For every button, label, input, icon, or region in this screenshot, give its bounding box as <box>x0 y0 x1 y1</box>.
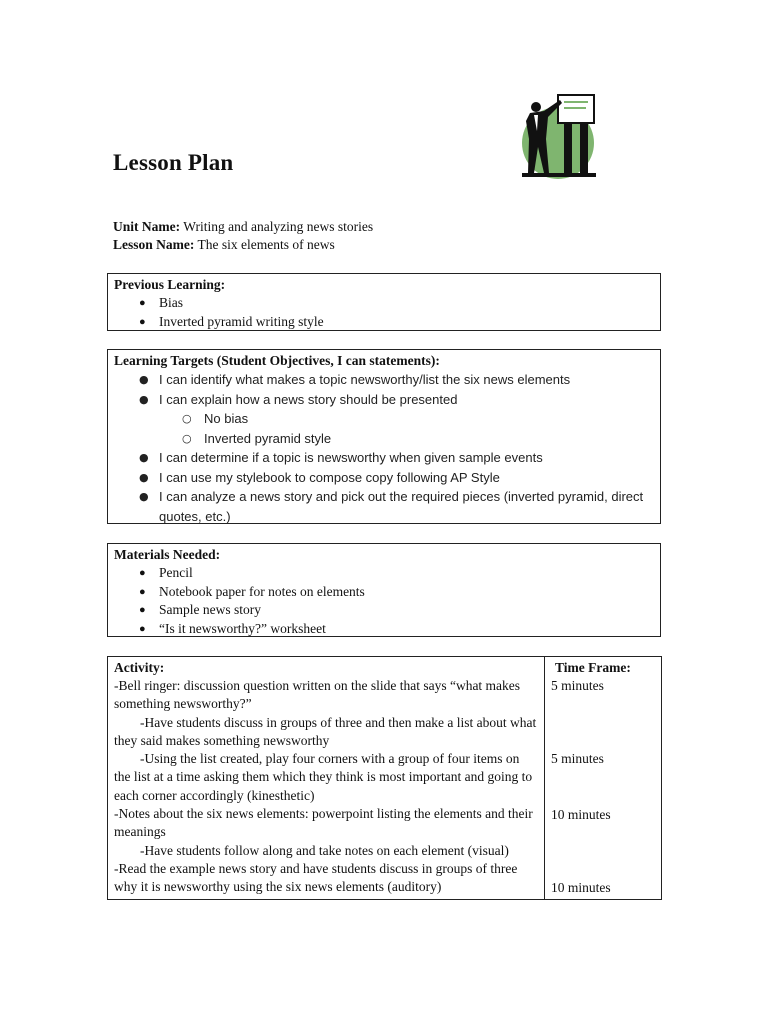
learning-targets-title: Learning Targets (Student Objectives, I can statements): <box>114 353 440 368</box>
list-item: ● I can determine if a topic is newsworthy when given sample events <box>114 448 654 468</box>
learning-targets-list <box>114 370 654 526</box>
lesson-name-label: Lesson Name: <box>113 237 195 252</box>
activity-line: -Using the list created, play four corners with a group of four items on the list at a time asking them which they think is most important and going to each corner accordingly (kinesthetic) <box>114 751 533 803</box>
time-frame-value: 5 minutes <box>551 678 604 693</box>
list-item: ● Inverted pyramid writing style <box>114 313 654 332</box>
activity-line: -Bell ringer: discussion question written on the slide that says “what makes something newsworthy?” <box>114 678 521 712</box>
previous-learning-title: Previous Learning: <box>114 277 226 292</box>
unit-name-line <box>113 219 373 235</box>
list-item: ● I can analyze a news story and pick out the required pieces (inverted pyramid, direct quotes, etc.) <box>114 487 654 526</box>
materials-box <box>107 543 661 637</box>
list-item: ● I can identify what makes a topic newsworthy/list the six news elements <box>114 370 654 390</box>
list-item: ● Bias <box>114 294 654 313</box>
unit-name-value: Writing and analyzing news stories <box>183 219 374 234</box>
lesson-name-line <box>113 237 335 253</box>
list-item: ● I can explain how a news story should be presented <box>114 390 654 410</box>
sub-list-item: ○ Inverted pyramid style <box>114 429 654 449</box>
activity-line: -Have students discuss in groups of three and then make a list about what they said makes something newsworthy <box>114 714 537 748</box>
activity-line: -Read the example news story and have students discuss in groups of three why it is newsworthy using the six news elements (auditory) <box>114 860 518 895</box>
activity-table <box>107 656 662 900</box>
list-item: ● I can use my stylebook to compose copy following AP Style <box>114 468 654 488</box>
time-frame-value: 10 minutes <box>551 807 611 822</box>
time-frame-header: Time Frame: <box>555 660 631 675</box>
activity-header: Activity: <box>114 660 165 675</box>
time-frame-value: 5 minutes <box>551 751 604 766</box>
activity-line: -Have students follow along and take notes on each element (visual) <box>140 842 509 858</box>
previous-learning-box <box>107 273 661 331</box>
materials-list <box>114 564 654 639</box>
page-title: Lesson Plan <box>113 150 234 175</box>
time-frame-value: 10 minutes <box>551 880 611 895</box>
activity-line: -Notes about the six news elements: powerpoint listing the elements and their meanings <box>114 806 533 840</box>
lesson-name-value: The six elements of news <box>197 237 335 252</box>
sub-list-item: ○ No bias <box>114 409 654 429</box>
presenter-at-board-icon <box>518 91 598 181</box>
list-item: ● “Is it newsworthy?” worksheet <box>114 620 654 639</box>
time-frame-column <box>545 657 662 900</box>
list-item: ● Notebook paper for notes on elements <box>114 583 654 602</box>
learning-targets-box <box>107 349 661 524</box>
unit-name-label: Unit Name: <box>113 219 181 234</box>
list-item: ● Pencil <box>114 564 654 583</box>
activity-column <box>108 657 545 900</box>
materials-title: Materials Needed: <box>114 547 221 562</box>
previous-learning-list <box>114 294 654 331</box>
list-item: ● Sample news story <box>114 601 654 620</box>
